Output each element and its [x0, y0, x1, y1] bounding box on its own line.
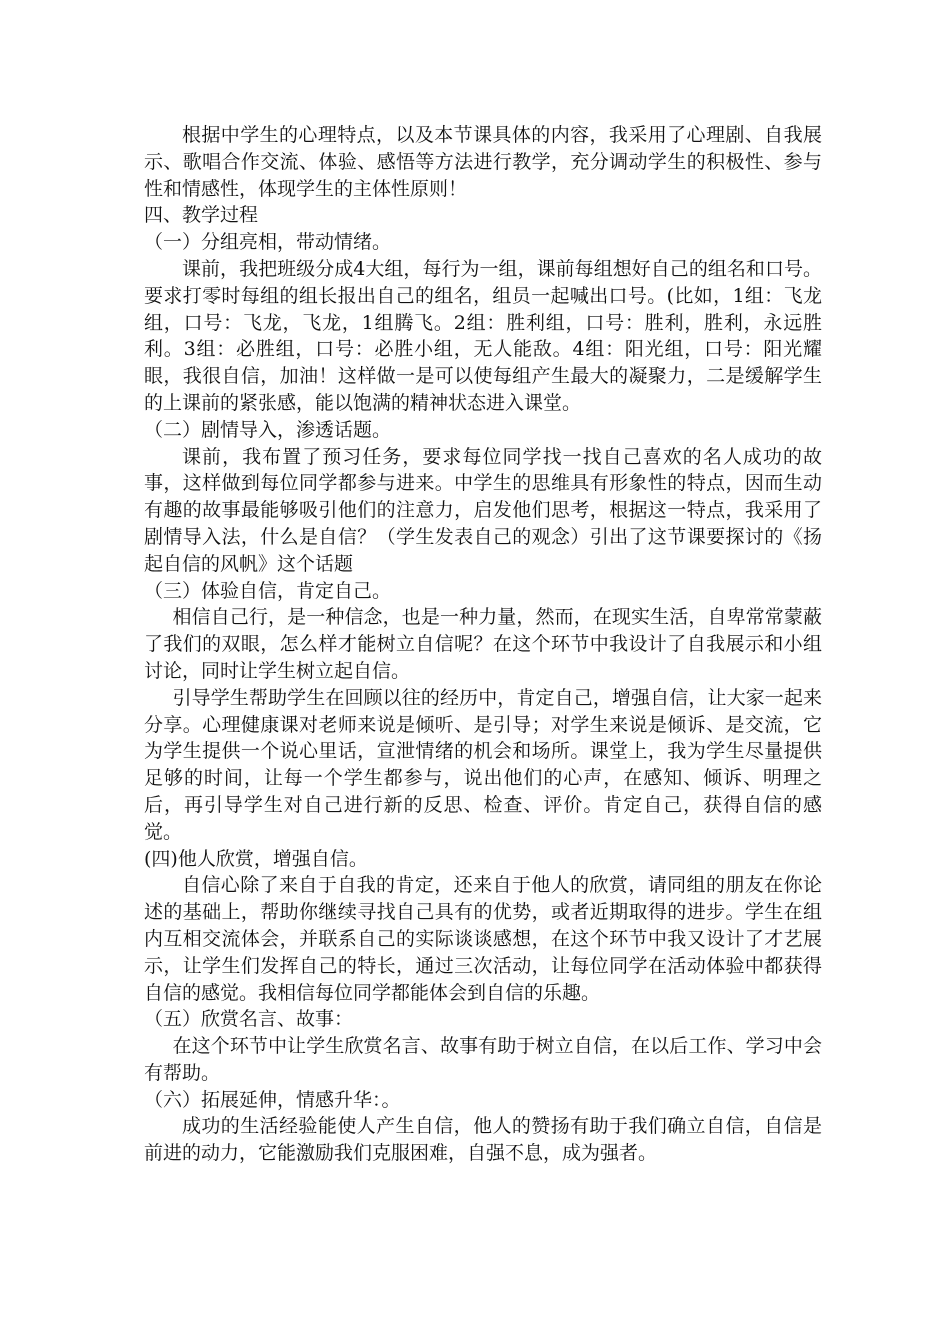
- heading-section-2: （二）剧情导入，渗透话题。: [144, 418, 392, 441]
- paragraph-section-6: 成功的生活经验能使人产生自信，他人的赞扬有助于我们确立自信，自信是前进的动力，它能激励我们克服困难，自强不息，成为强者。: [144, 1115, 822, 1165]
- heading-section-4: (四)他人欣赏，增强自信。: [144, 847, 368, 870]
- paragraph-section-3a: 相信自己行，是一种信念，也是一种力量，然而，在现实生活，自卑常常蒙蔽了我们的双眼，怎么样才能树立自信呢？在这个环节中我设计了自我展示和小组讨论，同时让学生树立起自信。: [144, 606, 822, 682]
- paragraph-section-5: 在这个环节中让学生欣赏名言、故事有助于树立自信，在以后工作、学习中会有帮助。: [144, 1035, 822, 1084]
- heading-section-3: （三）体验自信，肯定自己。: [144, 579, 392, 602]
- paragraph-section-3b: 引导学生帮助学生在回顾以往的经历中，肯定自己，增强自信，让大家一起来分享。心理健康课对老师来说是倾听、是引导；对学生来说是倾诉、是交流，它为学生提供一个说心里话，宣泄情绪的机会和场所。课堂上，我为学生尽量提供足够的时间，让每一个学生都参与，说出他们的心声，在感知、倾诉、明理之后，再引导学生对自己进行新的反思、检查、评价。肯定自己，获得自信的感觉。: [144, 686, 822, 843]
- heading-teaching-process: 四、教学过程: [144, 204, 259, 227]
- document-page: [144, 122, 822, 1167]
- heading-section-5: （五）欣赏名言、故事：: [144, 1008, 354, 1031]
- heading-section-1: （一）分组亮相，带动情绪。: [144, 231, 392, 254]
- paragraph-section-1: 课前，我把班级分成4大组，每行为一组，课前每组想好自己的组名和口号。要求打零时每组的组长报出自己的组名，组员一起喊出口号。(比如，1组：飞龙组，口号：飞龙，飞龙，1组腾飞。2组：胜利组，口号：胜利，胜利，永远胜利。3组：必胜组，口号：必胜小组，无人能敌。4组：阳光组，口号：阳光耀眼，我很自信，加油！这样做一是可以使每组产生最大的凝聚力，二是缓解学生的上课前的紧张感，能以饱满的精神状态进入课堂。: [144, 257, 822, 414]
- paragraph-teaching-methods: 根据中学生的心理特点，以及本节课具体的内容，我采用了心理剧、自我展示、歌唱合作交流、体验、感悟等方法进行教学，充分调动学生的积极性、参与性和情感性，体现学生的主体性原则！: [144, 124, 822, 200]
- paragraph-section-2: 课前，我布置了预习任务，要求每位同学找一找自己喜欢的名人成功的故事，这样做到每位同学都参与进来。中学生的思维具有形象性的特点，因而生动有趣的故事最能够吸引他们的注意力，启发他们思考，根据这一特点，我采用了剧情导入法，什么是自信？（学生发表自己的观念）引出了这节课要探讨的《扬起自信的风帆》这个话题: [144, 445, 822, 575]
- heading-section-6: （六）拓展延伸，情感升华：。: [144, 1088, 401, 1111]
- paragraph-section-4: 自信心除了来自于自我的肯定，还来自于他人的欣赏，请同组的朋友在你论述的基础上，帮助你继续寻找自己具有的优势，或者近期取得的进步。学生在组内互相交流体会，并联系自己的实际谈谈感想，在这个环节中我又设计了才艺展示，让学生们发挥自己的特长，通过三次活动，让每位同学在活动体验中都获得自信的感觉。我相信每位同学都能体会到自信的乐趣。: [144, 874, 822, 1004]
